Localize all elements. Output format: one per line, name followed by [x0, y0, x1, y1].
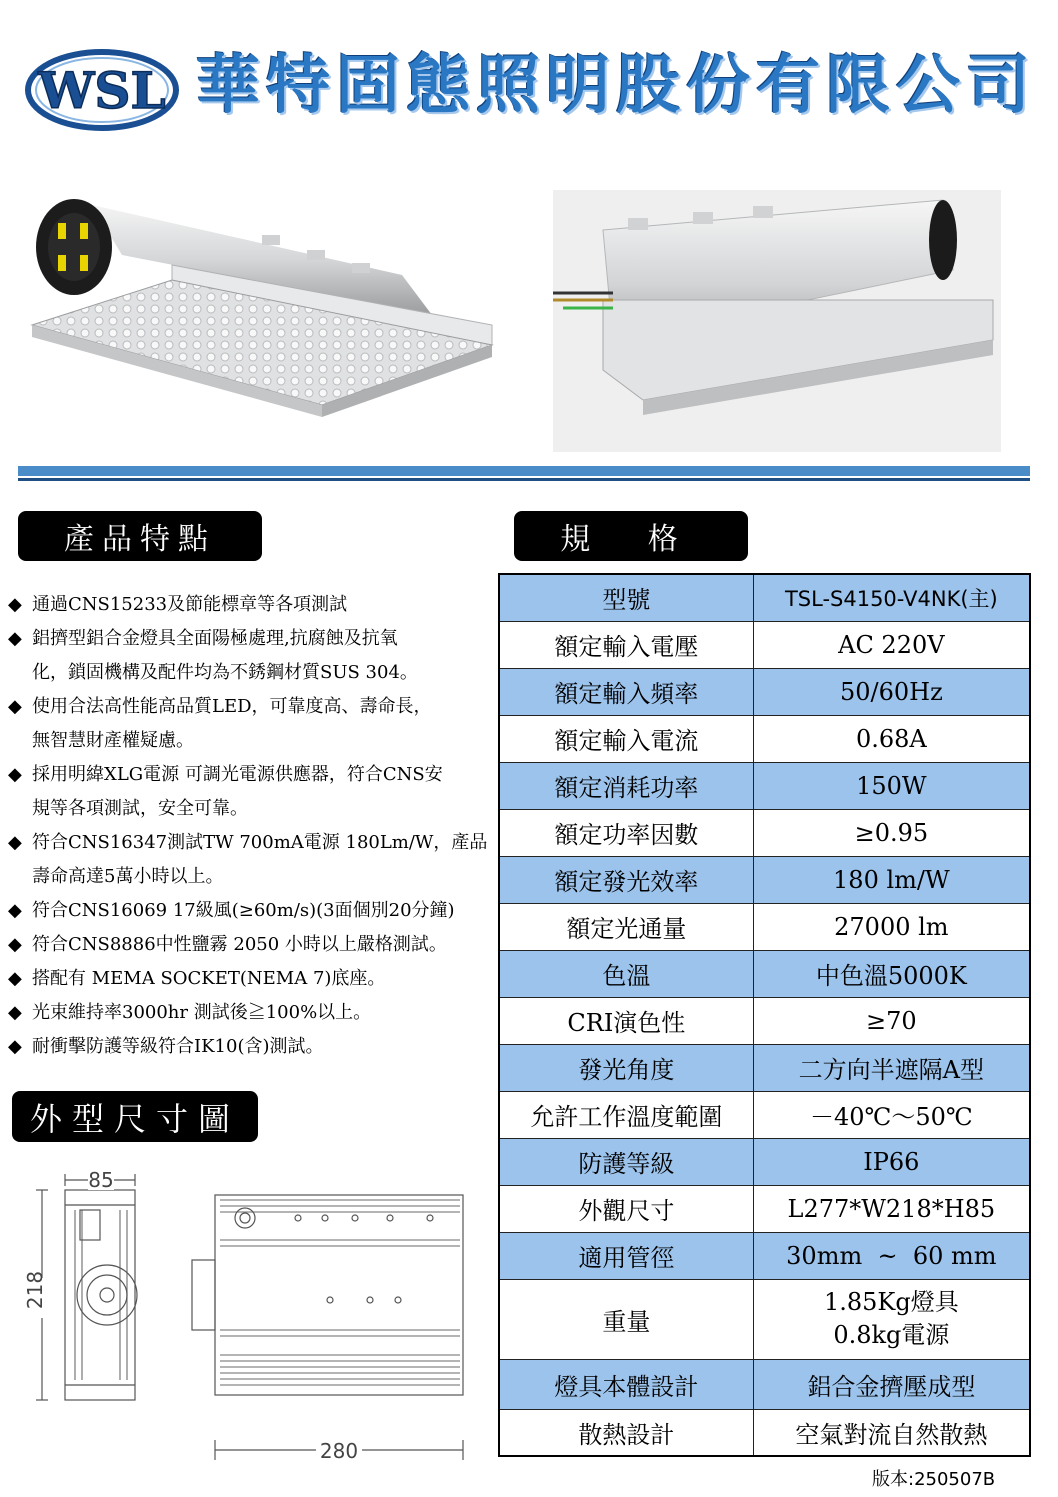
- divider: [18, 478, 1030, 481]
- spec-row: [499, 856, 1030, 903]
- spec-label: 額定輸入頻率: [499, 668, 753, 715]
- spec-value: ≥70: [753, 997, 1030, 1044]
- spec-value: 二方向半遮隔A型: [753, 1044, 1030, 1091]
- spec-row: [499, 1044, 1030, 1091]
- spec-value: 0.68A: [753, 715, 1030, 762]
- spec-label: 額定光通量: [499, 903, 753, 950]
- spec-label: 額定輸入電流: [499, 715, 753, 762]
- spec-row: [499, 903, 1030, 950]
- spec-row: [499, 997, 1030, 1044]
- spec-value: ≥0.95: [753, 809, 1030, 856]
- feature-line: ◆ 符合CNS8886中性鹽霧 2050 小時以上嚴格測試。: [8, 928, 498, 962]
- spec-value: 150W: [753, 762, 1030, 809]
- spec-row: [499, 1091, 1030, 1138]
- spec-label: CRI演色性: [499, 997, 753, 1044]
- bullet-icon: ◆: [8, 832, 22, 853]
- spec-value: TSL-S4150-V4NK(主): [753, 574, 1030, 621]
- spec-row: [499, 1138, 1030, 1185]
- spec-value: 27000 lm: [753, 903, 1030, 950]
- spec-value: L277*W218*H85: [753, 1185, 1030, 1232]
- bullet-icon: ◆: [8, 1002, 22, 1023]
- features-heading: 產品特點: [18, 511, 262, 561]
- spec-row: [499, 1232, 1030, 1279]
- spec-row: [499, 1359, 1030, 1409]
- feature-line: 化，鎖固機構及配件均為不銹鋼材質SUS 304。: [32, 662, 418, 683]
- spec-label: 允許工作溫度範圍: [499, 1091, 753, 1138]
- product-photo-front: [22, 195, 500, 425]
- spec-label: 發光角度: [499, 1044, 753, 1091]
- bullet-icon: ◆: [8, 934, 22, 955]
- spec-label: 適用管徑: [499, 1232, 753, 1279]
- spec-row: [499, 574, 1030, 621]
- dim-width-label: 218: [23, 1270, 47, 1310]
- spec-row: [499, 621, 1030, 668]
- feature-line: 規等各項測試，安全可靠。: [32, 798, 248, 819]
- feature-line: ◆ 使用合法高性能高品質LED，可靠度高、壽命長，: [8, 690, 498, 724]
- weight-driver: 0.8kg電源: [833, 1321, 950, 1349]
- spec-value: 中色溫5000K: [753, 950, 1030, 997]
- spec-row: [499, 1185, 1030, 1232]
- spec-row: [499, 1409, 1030, 1456]
- spec-label: 型號: [499, 574, 753, 621]
- product-photo-back: [553, 190, 1001, 452]
- spec-row: [499, 1279, 1030, 1359]
- spec-value: AC 220V: [753, 621, 1030, 668]
- spec-label: 散熱設計: [499, 1409, 753, 1456]
- feature-line: 無智慧財產權疑慮。: [32, 730, 194, 751]
- weight-fixture: 1.85Kg燈具: [823, 1288, 959, 1316]
- bullet-icon: ◆: [8, 900, 22, 921]
- spec-label: 色溫: [499, 950, 753, 997]
- bullet-icon: ◆: [8, 764, 22, 785]
- dim-height-label: 85: [88, 1168, 114, 1192]
- bullet-icon: ◆: [8, 696, 22, 717]
- bullet-icon: ◆: [8, 1036, 22, 1057]
- dim-length-label: 280: [319, 1439, 359, 1463]
- spec-label: 外觀尺寸: [499, 1185, 753, 1232]
- spec-table: [498, 573, 1031, 1457]
- feature-line: ◆ 鋁擠型鋁合金燈具全面陽極處理,抗腐蝕及抗氧: [8, 622, 498, 656]
- spec-label: 額定發光效率: [499, 856, 753, 903]
- feature-line: ◆ 符合CNS16069 17級風(≥60m/s)(3面個別20分鐘): [8, 894, 498, 928]
- spec-value: 30mm ~ 60 mm: [753, 1232, 1030, 1279]
- spec-value: IP66: [753, 1138, 1030, 1185]
- bullet-icon: ◆: [8, 628, 22, 649]
- feature-line: ◆ 通過CNS15233及節能標章等各項測試: [8, 588, 498, 622]
- logo-text: WSL: [38, 61, 166, 120]
- spec-value: 180 lm/W: [753, 856, 1030, 903]
- bullet-icon: ◆: [8, 968, 22, 989]
- company-name: 華特固態照明股份有限公司: [196, 48, 1036, 123]
- spec-label: 重量: [499, 1279, 753, 1359]
- feature-line: ◆ 符合CNS16347測試TW 700mA電源 180Lm/W，產品: [8, 826, 498, 860]
- spec-row: [499, 762, 1030, 809]
- spec-heading: 規 格: [514, 511, 748, 561]
- feature-line: ◆ 採用明緯XLG電源 可調光電源供應器，符合CNS安: [8, 758, 498, 792]
- spec-row: [499, 668, 1030, 715]
- feature-line: ◆ 耐衝擊防護等級符合IK10(含)測試。: [8, 1030, 498, 1064]
- spec-value: 50/60Hz: [753, 668, 1030, 715]
- feature-line: ◆ 搭配有 MEMA SOCKET(NEMA 7)底座。: [8, 962, 498, 996]
- wsl-logo: [24, 40, 180, 132]
- spec-row: [499, 715, 1030, 762]
- features-list: [8, 588, 498, 1064]
- spec-value: [753, 1279, 1030, 1359]
- spec-label: 額定輸入電壓: [499, 621, 753, 668]
- spec-value: 空氣對流自然散熱: [753, 1409, 1030, 1456]
- dimension-heading: 外型尺寸圖: [12, 1091, 258, 1142]
- spec-value: －40℃～50℃: [753, 1091, 1030, 1138]
- divider: [18, 466, 1030, 476]
- dimension-drawing: [20, 1160, 480, 1470]
- spec-label: 燈具本體設計: [499, 1359, 753, 1409]
- feature-line: ◆ 光束維持率3000hr 測試後≧100%以上。: [8, 996, 498, 1030]
- spec-row: [499, 950, 1030, 997]
- spec-label: 額定消耗功率: [499, 762, 753, 809]
- spec-row: [499, 809, 1030, 856]
- spec-value: 鋁合金擠壓成型: [753, 1359, 1030, 1409]
- version-label: 版本:250507B: [872, 1469, 996, 1490]
- spec-label: 額定功率因數: [499, 809, 753, 856]
- spec-label: 防護等級: [499, 1138, 753, 1185]
- feature-line: 壽命高達5萬小時以上。: [32, 866, 224, 887]
- bullet-icon: ◆: [8, 594, 22, 615]
